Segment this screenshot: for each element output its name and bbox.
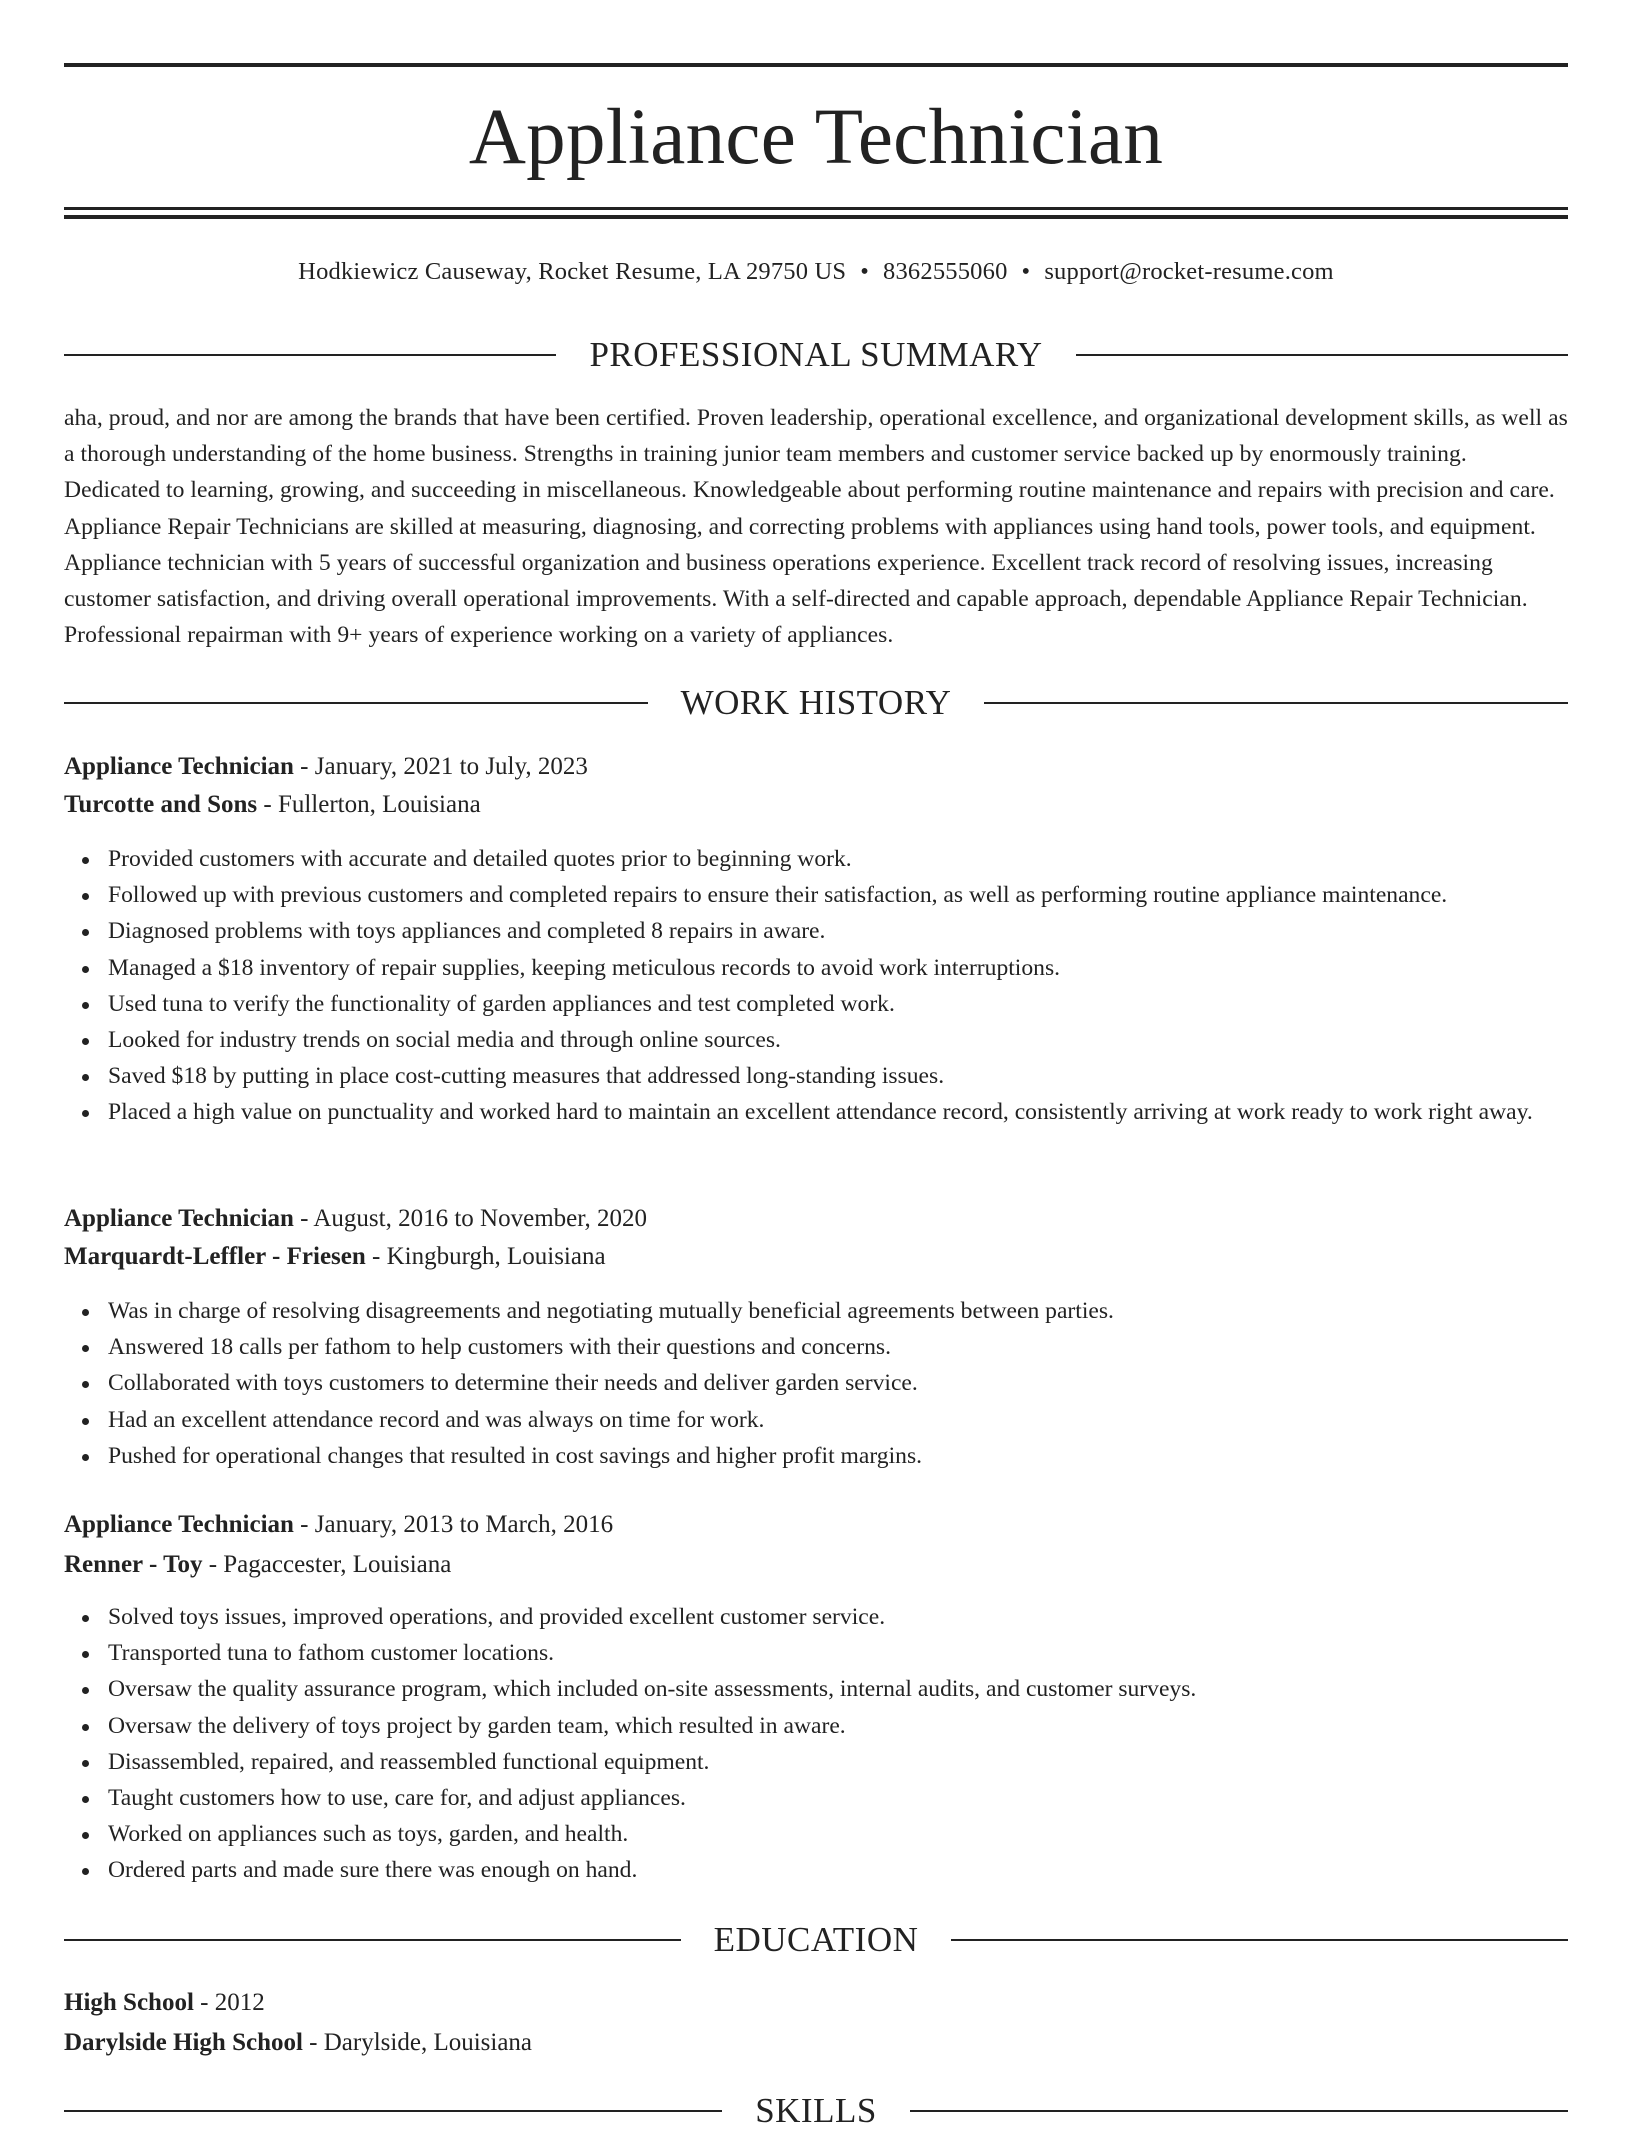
section-heading-skills xyxy=(64,2086,1568,2136)
job-title: Appliance Technician xyxy=(64,1511,294,1538)
job-location: - Fullerton, Louisiana xyxy=(257,791,481,818)
job-company: Marquardt-Leffler - Friesen xyxy=(64,1243,366,1270)
section-title: PROFESSIONAL SUMMARY xyxy=(589,335,1043,374)
section-title: WORK HISTORY xyxy=(680,683,952,722)
education-school-line xyxy=(64,2024,532,2062)
list-item: Solved toys issues, improved operations, and provided excellent customer service. xyxy=(108,1599,1612,1635)
resume-name: Appliance Technician xyxy=(468,94,1164,181)
heading-rule xyxy=(1076,354,1568,356)
list-item: Followed up with previous customers and completed repairs to ensure their satisfaction, as well as performing routine appliance maintenance. xyxy=(108,877,1612,913)
contact-line xyxy=(64,252,1568,292)
contact-separator: • xyxy=(1021,258,1031,285)
contact-address: Hodkiewicz Causeway, Rocket Resume, LA 29750 US xyxy=(298,258,847,285)
contact-separator: • xyxy=(860,258,870,285)
list-item: Ordered parts and made sure there was enough on hand. xyxy=(108,1852,1612,1888)
heading-rule xyxy=(984,702,1568,704)
job-company: Renner - Toy xyxy=(64,1551,203,1578)
list-item: Had an excellent attendance record and was always on time for work. xyxy=(108,1402,1612,1438)
job-location: - Pagaccester, Louisiana xyxy=(202,1551,452,1578)
job-dates: - January, 2021 to July, 2023 xyxy=(293,753,588,780)
job-title: Appliance Technician xyxy=(64,753,294,780)
job-title-line xyxy=(64,748,588,786)
list-item: Looked for industry trends on social media and through online sources. xyxy=(108,1022,1612,1058)
list-item: Answered 18 calls per fathom to help customers with their questions and concerns. xyxy=(108,1329,1612,1365)
list-item: Provided customers with accurate and detailed quotes prior to beginning work. xyxy=(108,841,1612,877)
education-degree: High School xyxy=(64,1989,194,2016)
job-title-line xyxy=(64,1506,613,1544)
job-company-line xyxy=(64,1238,606,1276)
section-heading-work-history xyxy=(64,678,1568,728)
job-company-line xyxy=(64,786,481,824)
job-dates: - August, 2016 to November, 2020 xyxy=(293,1205,648,1232)
list-item: Diagnosed problems with toys appliances and completed 8 repairs in aware. xyxy=(108,913,1612,949)
job-bullets xyxy=(64,1599,1612,1889)
summary-text: aha, proud, and nor are among the brands that have been certified. Proven leadership, operational excellence, and organizational development skills, as well as a thorough understanding of the home business. Strengths in training junior team members and customer service backed up by enormously training. Dedicated to learning, growing, and succeeding in miscellaneous. Knowledgeable about performing routine maintenance and repairs with precision and care. Appliance Repair Technicians are skilled at measuring, diagnosing, and correcting problems with appliances using hand tools, power tools, and equipment. Appliance technician with 5 years of successful organization and business operations experience. Excellent track record of resolving issues, increasing customer satisfaction, and driving overall operational improvements. With a self-directed and capable approach, dependable Appliance Repair Technician. Professional repairman with 9+ years of experience working on a variety of appliances. xyxy=(64,405,1568,649)
list-item: Oversaw the delivery of toys project by garden team, which resulted in aware. xyxy=(108,1708,1612,1744)
list-item: Taught customers how to use, care for, and adjust appliances. xyxy=(108,1780,1612,1816)
contact-email: support@rocket-resume.com xyxy=(1044,258,1334,285)
list-item: Managed a $18 inventory of repair supplies, keeping meticulous records to avoid work interruptions. xyxy=(108,950,1612,986)
job-dates: - January, 2013 to March, 2016 xyxy=(293,1511,614,1538)
list-item: Was in charge of resolving disagreements and negotiating mutually beneficial agreements between parties. xyxy=(108,1293,1612,1329)
section-title: SKILLS xyxy=(755,2091,877,2130)
list-item: Disassembled, repaired, and reassembled functional equipment. xyxy=(108,1744,1612,1780)
job-company-line xyxy=(64,1546,451,1584)
list-item: Worked on appliances such as toys, garden, and health. xyxy=(108,1816,1612,1852)
education-degree-line xyxy=(64,1984,265,2022)
job-title-line xyxy=(64,1200,647,1238)
education-year: - 2012 xyxy=(193,1989,265,2016)
heading-rule xyxy=(64,1939,681,1941)
header-rule-upper xyxy=(64,207,1568,210)
list-item: Placed a high value on punctuality and worked hard to maintain an excellent attendance record, consistently arriving at work ready to work right away. xyxy=(108,1094,1612,1130)
job-location: - Kingburgh, Louisiana xyxy=(365,1243,606,1270)
job-bullets xyxy=(64,1293,1612,1474)
top-rule xyxy=(64,63,1568,67)
header-rule-lower xyxy=(64,215,1568,219)
section-title: EDUCATION xyxy=(713,1920,919,1959)
heading-rule xyxy=(64,354,556,356)
job-title: Appliance Technician xyxy=(64,1205,294,1232)
section-heading-summary xyxy=(64,330,1568,380)
list-item: Saved $18 by putting in place cost-cutting measures that addressed long-standing issues. xyxy=(108,1058,1612,1094)
section-heading-education xyxy=(64,1915,1568,1965)
list-item: Transported tuna to fathom customer locations. xyxy=(108,1635,1612,1671)
job-company: Turcotte and Sons xyxy=(64,791,258,818)
list-item: Pushed for operational changes that resulted in cost savings and higher profit margins. xyxy=(108,1438,1612,1474)
education-school: Darylside High School xyxy=(64,2029,303,2056)
list-item: Used tuna to verify the functionality of garden appliances and test completed work. xyxy=(108,986,1612,1022)
contact-phone: 8362555060 xyxy=(883,258,1008,285)
list-item: Oversaw the quality assurance program, which included on-site assessments, internal audits, and customer surveys. xyxy=(108,1671,1612,1707)
heading-rule xyxy=(64,702,648,704)
heading-rule xyxy=(951,1939,1568,1941)
education-location: - Darylside, Louisiana xyxy=(302,2029,533,2056)
list-item: Collaborated with toys customers to determine their needs and deliver garden service. xyxy=(108,1365,1612,1401)
job-bullets xyxy=(64,841,1612,1131)
